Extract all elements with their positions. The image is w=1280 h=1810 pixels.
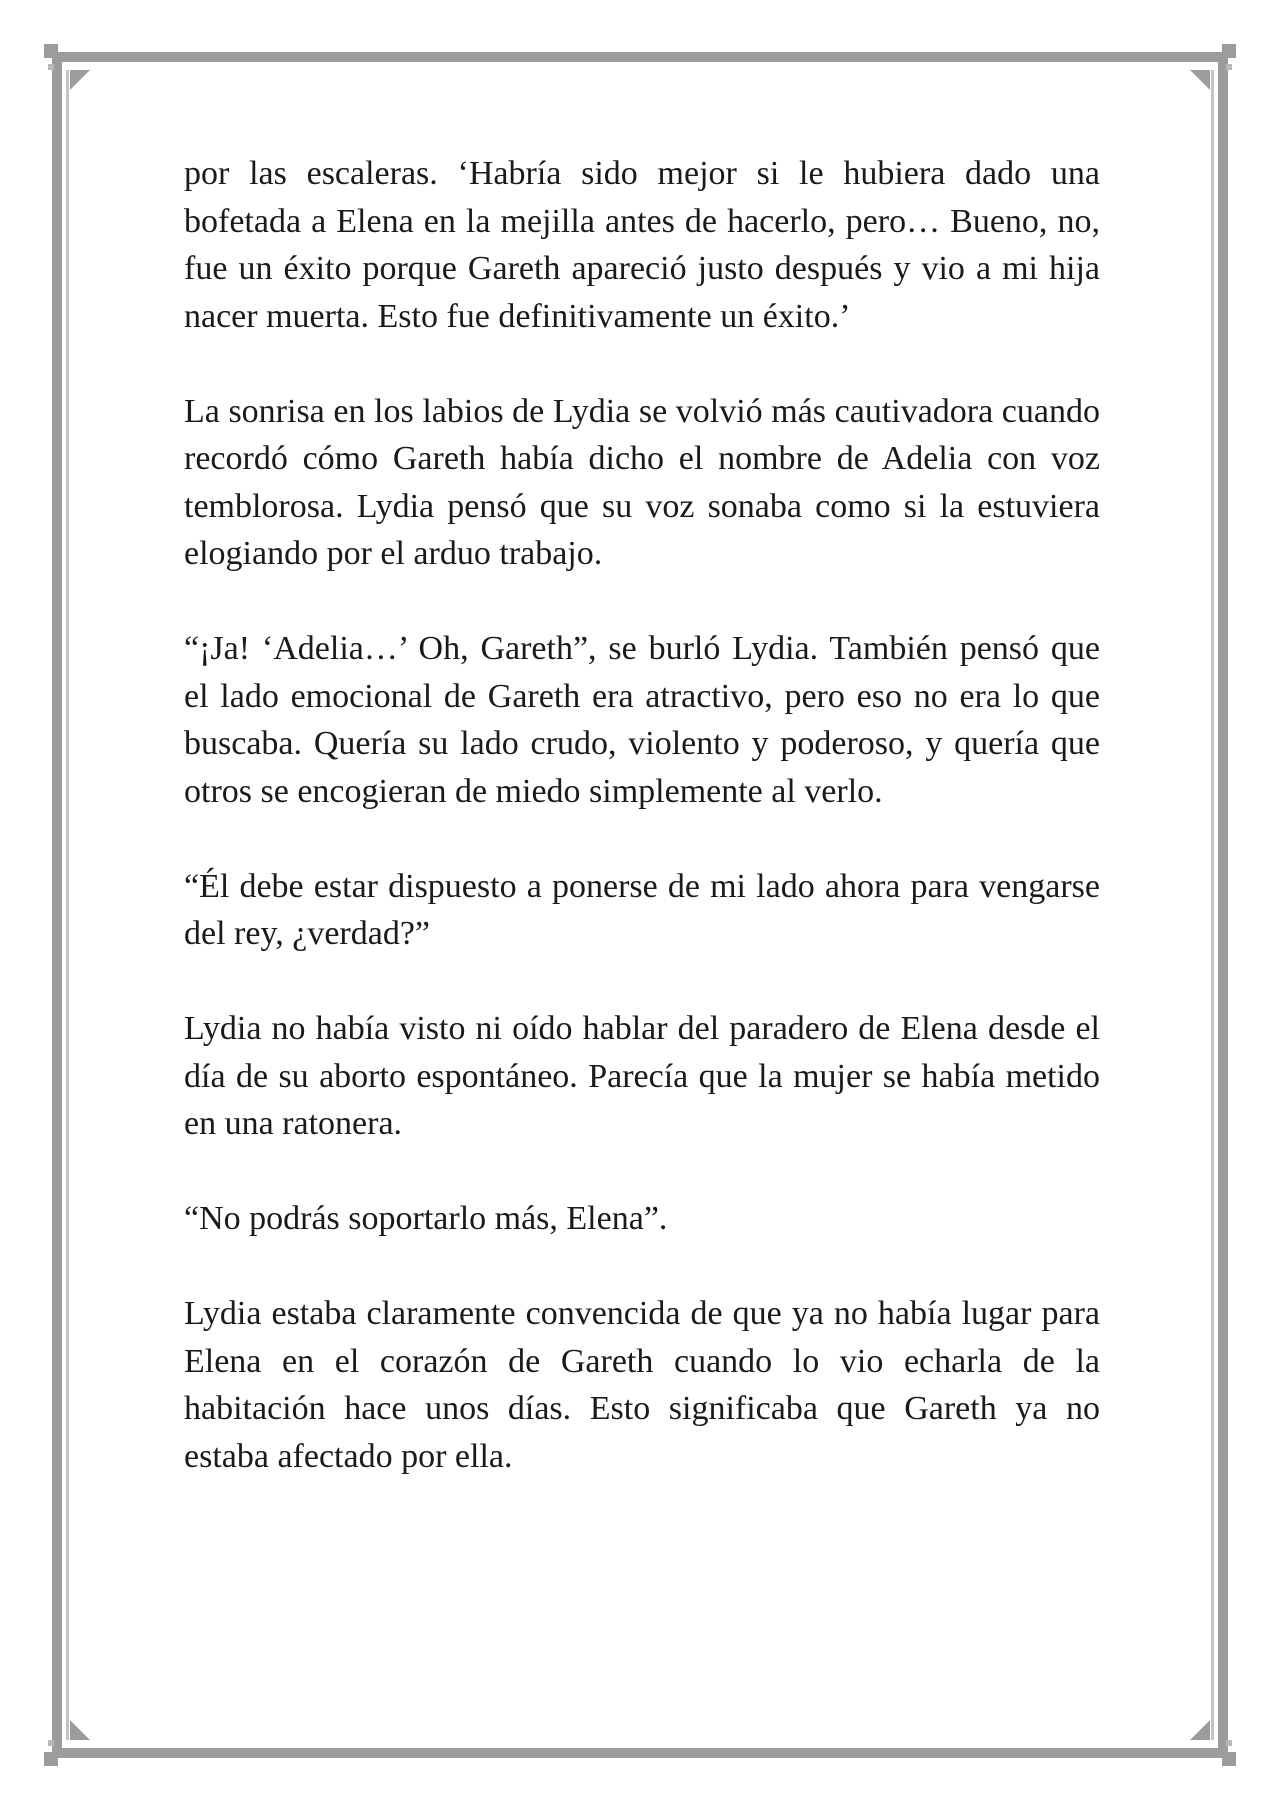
frame-bottom-border [58, 1748, 1222, 1758]
paragraph-4: “Él debe estar dispuesto a ponerse de mi lado ahora para vengarse del rey, ¿verdad?” [184, 867, 1100, 952]
corner-triangle-bottom-right [1190, 1720, 1210, 1740]
corner-triangle-top-left [70, 70, 90, 90]
page-body-text [184, 150, 1100, 1480]
corner-dot-top-right [1226, 64, 1232, 70]
paragraph-7: Lydia estaba claramente convencida de que ya no había lugar para Elena en el corazón de Gareth cuando lo vio echarla de la habitación hace unos días. Esto significaba que Gareth ya no estaba afectado por ella. [184, 1295, 1100, 1475]
frame-inner-right-line [1211, 70, 1214, 1740]
corner-dot-bottom-left [48, 1740, 54, 1746]
paragraph-2: La sonrisa en los labios de Lydia se volvió más cautivadora cuando recordó cómo Gareth había dicho el nombre de Adelia con voz temblorosa. Lydia pensó que su voz sonaba como si la estuviera elogiando por el arduo trabajo. [184, 392, 1100, 572]
paragraph-3: “¡Ja! ‘Adelia…’ Oh, Gareth”, se burló Lydia. También pensó que el lado emocional de Gareth era atractivo, pero eso no era lo que buscaba. Quería su lado crudo, violento y poderoso, y quería que otros se encogieran de miedo simplemente al verlo. [184, 630, 1100, 810]
frame-right-border [1218, 58, 1228, 1752]
frame-inner-left-line [66, 70, 69, 1740]
corner-square-bottom-left [44, 1752, 58, 1766]
corner-triangle-bottom-left [70, 1720, 90, 1740]
corner-triangle-top-right [1190, 70, 1210, 90]
paragraph-6: “No podrás soportarlo más, Elena”. [184, 1200, 668, 1237]
paragraph-5: Lydia no había visto ni oído hablar del paradero de Elena desde el día de su aborto espontáneo. Parecía que la mujer se había metido en una ratonera. [184, 1010, 1100, 1142]
corner-square-bottom-right [1222, 1752, 1236, 1766]
corner-dot-bottom-right [1226, 1740, 1232, 1746]
frame-top-border [58, 52, 1222, 62]
corner-dot-top-left [48, 64, 54, 70]
corner-square-top-right [1222, 44, 1236, 58]
paragraph-1: por las escaleras. ‘Habría sido mejor si le hubiera dado una bofetada a Elena en la mejilla antes de hacerlo, pero… Bueno, no, fue un éxito porque Gareth apareció justo después y vio a mi hija nacer muerta. Esto fue definitivamente un éxito.’ [184, 155, 1100, 335]
corner-square-top-left [44, 44, 58, 58]
frame-left-border [52, 58, 62, 1752]
